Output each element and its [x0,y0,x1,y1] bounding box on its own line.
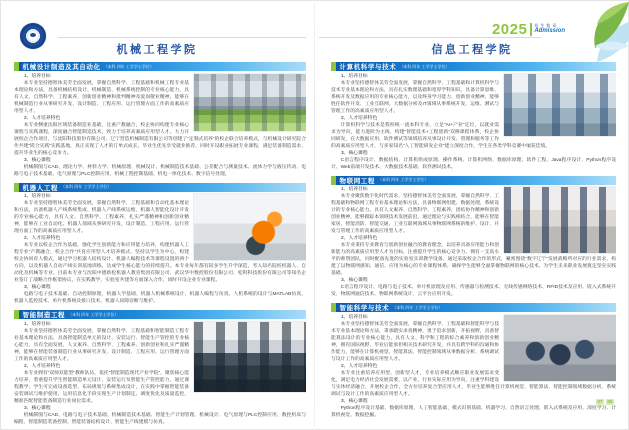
subhead-courses: 3、核心课程 [341,278,368,283]
admission-brand [492,21,565,38]
feature-paragraph: 本专业注重培养应用型、创新型人才，专业培养模式顺应职业发展需求变化，满足电力经济社会发展需要，以产业、行业实际应用为导向，注重学科建设与实体经济融合，开展校企合作，全方位培养复合型应用人才，毕业生能够胜任计算机视觉、智能算法、智能控制领域数据分析、系统调试与设计工作的高素质应用型人才。 [331,370,616,397]
iot-lab-photo [504,187,616,253]
subhead-goal: 1、培养目标 [341,73,368,79]
subhead-feature: 2、人才培养特色 [24,363,61,369]
page-right [315,0,629,430]
subhead-courses: 3、核心课程 [341,398,368,404]
subhead-goal: 1、培养目标 [24,321,51,327]
brand-divider [530,23,532,36]
college-title-left: 机械工程学院 [116,44,198,56]
subhead-feature: 2、人才培养特色 [341,115,378,121]
program-name: 机械设计制造及其自动化 [22,64,101,71]
banner-bar [19,183,307,192]
subhead-goal: 1、培养目标 [341,187,368,192]
program-section [331,303,616,419]
program-section [14,62,306,178]
feature-paragraph: 计算机科学与技术是我校统一流本科专业，立足“AI+产业”定位，以就业需求为导向，能力进阶为主线，构建“智能技术+工程创新”双修课程体系，校企协同研发，在大数据应用、软件测试等领域培养从事设计开发、管理和服务等工作的高素质应用型人才，与多家知名“人工智能研发企业”建立深度合作，学生在各类学科竞赛中屡获佳绩。 [331,122,551,149]
goal-paragraph: 本专业坚持德智体美劳全面发展，掌握自然科学、工程基础和智能科学与技术专业基本理论和方法，秉承踏实求真精神，勇于追求创新，开拓视野，具备智能算法设计的专业核心能力，具有人文、科学和工程的综合素养和创新创业精神，拥有国际视野，毕业后能承担相关技术研究开发，并具有跨学科的沟通和协作能力，能够在计算机视觉、智能算法、智能控制领域从事数据分析、系统调试与设计工作的高素质应用型人才。 [331,321,499,362]
workshop-photo [194,74,306,131]
banner-bar [336,303,617,312]
goal-paragraph: 本专业坚持德智体美劳全面发展，掌握自然科学、工程基础和计算机科学与技术专业基本理论和方法，具有扎实数理基础和宽厚学科知识，具备计算思维、系统开发及数据应用的专业核心能力，以及终身学习能力、创新创业精神，能够胜任软件开发、工业互联网、大数据分析及IT领域从事系统开发、运维、测试与管理工作的高素质应用型人才。 [331,80,499,114]
computer-lab-photo [194,322,306,392]
page-number-left: 07 [597,399,603,404]
courses-paragraph: 机械制图与CAD、理论力学、材料力学、机械原理、机械设计、机械制造技术基础、公差配合与测量技术、流体力学与液压传动、电路与电子技术基础、电气原理与PLC控制应用、机械工程控制基础、机电一体化技术、数字信号处理。 [14,164,306,177]
page-number [596,399,614,405]
program-section [331,62,616,171]
goal-paragraph: 本专业坚持德智体美劳全面发展，掌握自然科学、工程基础和机械工程专业基本理论和方法，具备机械结构设计、机械制造、机械系统控制的专业核心能力，具有人文、自然科学、工程素养，创新创业精神和批判精神及爱岗敬业精神，能够在机械制造行业从事研究开发、设计制造、工程应用、运行管理方面工作的高素质应用型人才。 [14,80,189,114]
program-degree: （本科 四年 工学学士学位） [378,177,429,182]
courses-paragraph: C语言程序设计、电路与电子技术、单片机原理及应用、传感器与检测技术、无线传感网络技术、RFID技术及应用、嵌入式系统开发、物联网通信技术、物联网系统设计、云平台应用开发。 [331,285,616,297]
courses-paragraph: Python程序设计基础、数据库原理、人工智能基础、模式识别基础、机器学习、自然语言处理、嵌入式系统及应用、深度学习、计算机视觉、数据挖掘。 [331,405,616,418]
program-section [331,176,616,299]
brand-booklet-en: Admission [534,28,565,35]
page-left [0,0,314,430]
feature-paragraph: 本专业秉持专业教育与创新创业融合的教育理念，以培养具备应用能力和创新能力的高素质应用型人才为目标，注重提升学生的核心竞争力，拥有一支高水平的师资团队，同时配备先进的实验室实训教学设备，通过采取校企合作的形式，紧密围绕“数字辽宁”发展战略所对应的行业需求，构建了以物联网感知、通信、应用为核心的专业课程体系，确保学生能够全面掌握物联网的核心技术，为学生未来职业发展奠定坚实实践基础。 [331,243,616,276]
program-banner [14,62,306,71]
program-section [14,310,306,426]
robot-photo [194,194,306,260]
program-name: 智能制造工程 [22,312,66,319]
banner-bar [19,310,307,319]
program-banner [14,310,306,319]
program-section [14,183,306,306]
feature-paragraph: 本专业侧重沈阳区域装备制造业基础，注重产教融合，校企协同构建专业核心课程与实践课程，深度融合智能制造技术，致力于培养高素质应用型人才。大力开展校企合作项目，与沈阳科技股份有限公司、辽宁营造机械制造有限公司等创建了“定制式培养”的校企联合培养模式，与机械设计研究院合作共建“嵌合实践”实践基地，真正实现了人才的订单式成长，毕业生优先享受就业推荐，同时开设职业拓展专业课程，满足装备制造需求，提升毕业生的核心竞争力。 [14,122,306,156]
program-banner [331,62,616,71]
brand-year: 2025 [491,21,528,38]
feature-paragraph: 本专业以校企合作为基础，强化学生创新能力和应用能力培养，构建机器人工程专业“产教融合、校企合作”共育应用型人才培养模式，坚持以学生为中心，构建校企协同育人模式，通过学习机器人结构设计、机器人编程技术等课程设置的两个方向，以及机器人自动产线实训基地训练，达成学生核心能力的持续提升。本专业每年都有较多学生升学深造，考入知名院校机器人、自动化及机械等专业。目前本专业与沈阳中德新松机器人教育集团有限公司、武汉华中数控股份有限公司、松科科技股份有限公司等知名企业签订了战略合作框架协议，在实践教学、实验室共建等方面深入合作，同时开设企业专业课程。 [14,243,306,283]
feature-paragraph: 本专业拥有“双师双能型”教师队伍，依托“智能制造现代产业学院”，聚焦核心能力培养，着重提升学生智能制造单元设计、安装运行及智能生产管控能力，通过课程教学，学生可完成设备选型、布局规划与系统集成设计，在实践中掌握智能装备安装调试与维护使用，运用信息化手段实现生产计划制定、调度优化及质量监控，精准匹配智能装备制造行业岗位需求。 [14,370,189,404]
subhead-goal: 1、培养目标 [24,73,51,79]
courses-paragraph: C语言程序设计、数据结构、计算机组成原理、操作系统、计算机网络、数据库原理、软件工程、Java程序设计、Python程序设计、Web前端开发技术、大数据技术基础、软件测试技术。 [331,157,616,170]
banner-bar [19,62,307,71]
student-group-photo [504,315,616,381]
program-banner [331,176,616,185]
subhead-feature: 2、人才培养特色 [24,115,61,121]
subhead-courses: 3、核心课程 [24,157,51,163]
banner-bar [336,62,617,71]
subhead-courses: 3、核心课程 [341,150,368,156]
program-degree: （本科 四年 工学学士学位） [399,63,450,69]
college-title-right: 信息工程学院 [431,44,513,56]
subhead-feature: 2、人才培养特色 [341,363,378,369]
program-name: 计算机科学与技术 [339,64,397,71]
subhead-feature: 2、人才培养特色 [24,236,61,241]
program-degree: （本科 四年 工学学士学位） [68,311,119,317]
program-name: 物联网工程 [339,177,375,185]
subhead-courses: 3、核心课程 [24,405,51,411]
courses-paragraph: 电路与电子技术基础、自动控制原理、机器人学基础、机器人机械系统设计、机器人编程与仿真、人机系统的设计与MATLAB仿真、机器人监控技术、单片机系统及接口技术、机器人故障诊断与维护。 [14,292,306,304]
program-degree: （本科 四年 工学学士学位） [61,184,112,189]
subhead-feature: 2、人才培养特色 [341,236,378,241]
banner-bar [336,176,617,185]
goal-paragraph: 本专业聚焦数字化时代需求，坚持德智体美劳全面发展，掌握自然科学、工程基础和物联网工程专业基本理论和方法，具备物联网组建、数据处理、系统设计的专业核心能力，具有人文素养、自然科学、工程素养，团结协作精神和创新创业精神，能够跟踪本领域技术发展前沿，通过理论与实践相结合，能够在智能家居、智能消防、智能交通、工业互联网领域从事物联网系统的维护、设计、开发与管理工作的高素质应用型人才。 [331,194,499,234]
program-degree: （本科 四年 工学学士学位） [103,63,154,69]
brand-booklet-cn: 招生简章 [534,23,559,28]
courses-paragraph: 机械制图与CAD、电路与电子技术基础、机械制造技术基础、智能生产计划管理、机械设计、电气原理与PLC控制应用、数控机床与编程、智能制造装备控制、智能装备结构设计、智能生产线建模与仿真。 [14,412,306,425]
goal-paragraph: 本专业坚持德智体美劳全面发展，掌握自然科学、工程基础和智能制造工程专业基本理论和方法，具备智能制造单元的设计、安装运行、智能生产管控的专业核心能力，具有全面发展、人文素养、自然科学、工程素养、创新创业和扎实严谨精神，能够在智能装备制造行业从事研究开发、设计制造、工程应用、运行管理方面工作的高素质应用型人才。 [14,328,189,362]
program-name: 智能科学与技术 [339,305,390,312]
program-degree: （本科 四年 工学学士学位） [392,304,443,310]
program-banner [331,303,616,312]
goal-paragraph: 本专业坚持德智体美劳全面发展，掌握自然科学、工程基础和自动化基本理论和方法，具备机器人产线系统集成、机器人产线系统运维、机器人智能化设计开发的专业核心能力，具有人文、自然科学、工程素养，扎实严谨精神和创新创业精神，能够在工业自动化、机器人领域从事研究开发、设计制造、工程应用、运行管理方面工作的高素质应用型人才。 [14,201,189,234]
subhead-goal: 1、培养目标 [341,314,368,320]
office-computers-photo [504,74,616,136]
program-banner [14,183,306,192]
page-number-right: 08 [607,399,613,404]
program-name: 机器人工程 [22,184,58,192]
page-fold-divider [314,0,315,430]
subhead-courses: 3、核心课程 [24,285,51,290]
subhead-goal: 1、培养目标 [24,194,51,199]
